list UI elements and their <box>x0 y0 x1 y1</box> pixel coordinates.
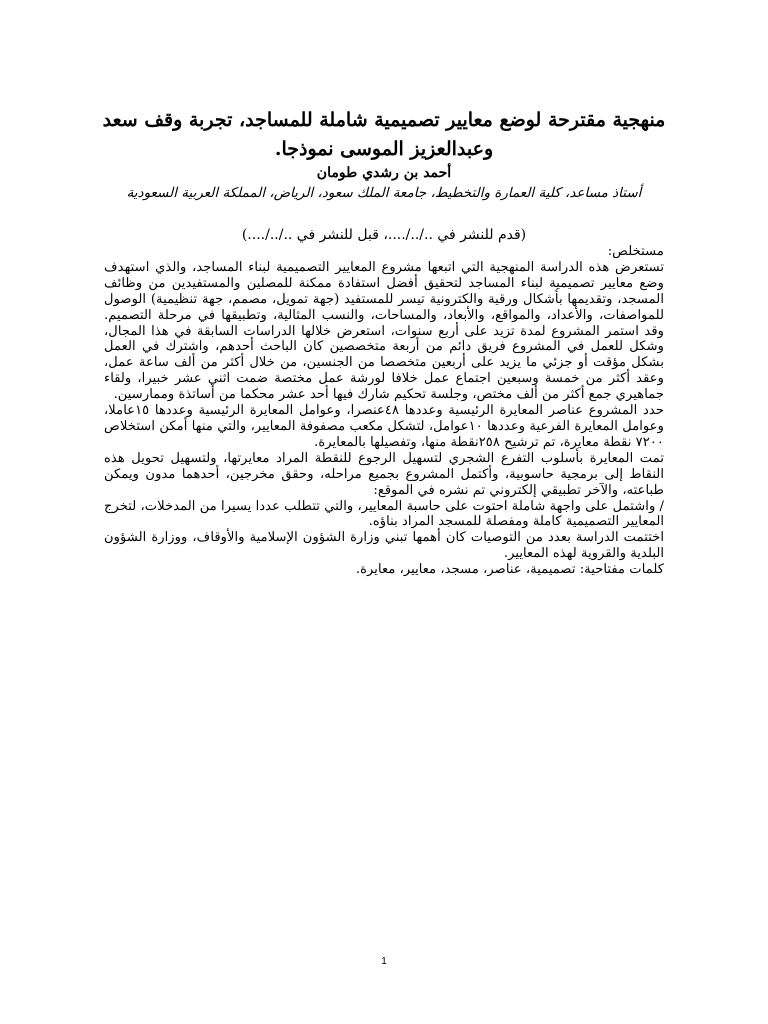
abstract-paragraph-1: تستعرض هذه الدراسة المنهجية التي اتبعها مشروع المعايير التصميمية لبناء المساجد، والذي استهدف وضع معايير تصميمية لبناء المساجد لتحقيق أفضل استفادة ممكنة للمصلين والمستفيدين من وظائف المسجد، وتقديمها بأشكال ورقية والكترونية تيسر للمستفيد (جهة تمويل، مصمم، جهة تنظيمية) الوصول للمواصفات، والأعداد، والمواقع، والأبعاد، والمساحات، والنسب المثالية، وتطبيقها في مرحلة التصميم. وقد استمر المشروع لمدة تزيد على أربع سنوات، استعرض خلالها الدراسات السابقة في هذا المجال، وشكل للعمل في المشروع فريق دائم من أربعة متخصصين كان الباحث أحدهم، واشترك في العمل بشكل مؤقت أو جزئي ما يزيد على أربعين متخصصا من الجنسين، من خلال أكثر من ألف ساعة عمل، وعقد أكثر من خمسة وسبعين اجتماع عمل خلافا لورشة عمل مختصة ضمت اثني عشر خبيرا، ولقاء جماهيري جمع أكثر من ألف مختص، وجلسة تحكيم شارك فيها أحد عشر محكما من أساتذة وممارسين. <box>104 259 664 403</box>
paper-title: منهجية مقترحة لوضع معايير تصميمية شاملة للمساجد، تجربة وقف سعد وعبدالعزيز الموسى نموذجا. <box>102 109 666 160</box>
abstract-heading: مستخلص: <box>607 244 664 259</box>
recommendations-paragraph: اختتمت الدراسة بعدد من التوصيات كان أهمها تبني وزارة الشؤون الإسلامية والأوقاف، ووزارة الشؤون البلدية والقروية لهذه المعايير. <box>104 530 664 562</box>
keywords: كلمات مفتاحية: تصميمية، عناصر، مسجد، معايير، معايرة. <box>355 562 664 578</box>
page-number: 1 <box>381 956 387 967</box>
abstract-paragraph-2: حدد المشروع عناصر المعايرة الرئيسية وعددها ٤٨عنصرا، وعوامل المعايرة الرئيسية وعددها ١٥عاملا، وعوامل المعايرة الفرعية وعددها ١٠عوامل، لتشكل مكعب مصفوفة المعايير، والتي منها أمكن استخلاص ٧٢٠٠ نقطة معايرة، تم ترشيح ٢٥٨نقطة منها، وتفصيلها بالمعايرة. <box>104 403 664 450</box>
abstract-body <box>104 244 664 578</box>
submission-dates: (قدم للنشر في ../../....، قبل للنشر في ../../....) <box>241 227 527 243</box>
author-affiliation: أستاذ مساعد، كلية العمارة والتخطيط، جامعة الملك سعود، الرياض، المملكة العربية السعودية <box>126 185 642 201</box>
abstract-paragraph-3: تمت المعايرة بأسلوب التفرع الشجري لتسهيل الرجوع للنقطة المراد معايرتها، ولتسهيل تحويل هذه النقاط إلى برمجية حاسوبية، وأكتمل المشروع بجميع مراحله، وحقق مخرجين، أحدهما مدون ويمكن طباعته، والآخر تطبيقي إلكتروني تم نشره في الموقع: <box>104 450 664 498</box>
abstract-paragraph-4: / واشتمل على واجهة شاملة احتوت على حاسبة المعايير، والتي تتطلب عددا يسيرا من المدخلات، لتخرج المعايير التصميمية كاملة ومفصلة للمسجد المراد بناؤه. <box>104 498 664 530</box>
author-name: أحمد بن رشدي طومان <box>316 165 452 181</box>
